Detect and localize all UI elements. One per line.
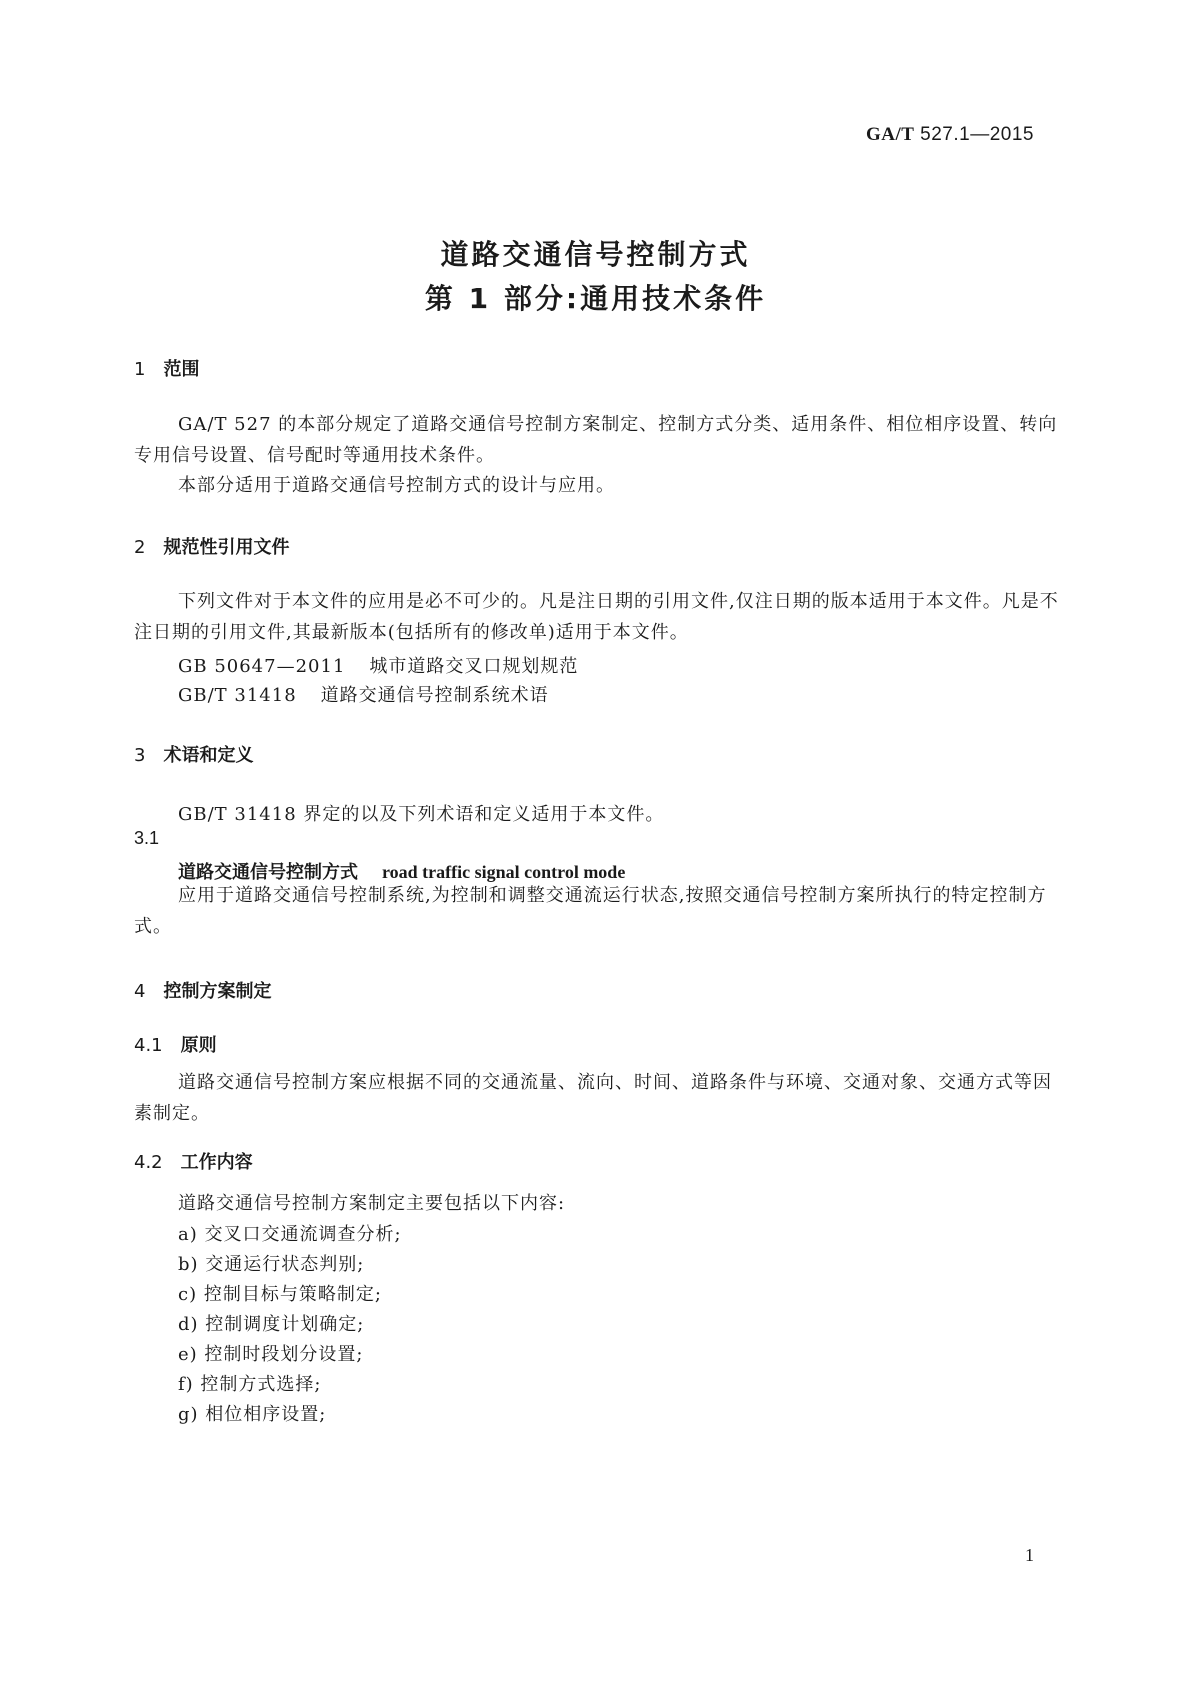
section-4-2-heading <box>134 1148 253 1174</box>
section-4-2-intro: 道路交通信号控制方案制定主要包括以下内容: <box>178 1193 566 1214</box>
term-number: 3.1 <box>134 828 160 848</box>
page-number: 1 <box>1025 1545 1034 1565</box>
term-definition: 应用于道路交通信号控制系统,为控制和调整交通流运行状态,按照交通信号控制方案所执行的特定控制方式。 <box>134 885 1047 937</box>
standard-code <box>866 124 1034 146</box>
list-item: b) 交通运行状态判别; <box>178 1254 365 1275</box>
section-1-paragraph-1: GA/T 527 的本部分规定了道路交通信号控制方案制定、控制方式分类、适用条件、相位相序设置、转向专用信号设置、信号配时等通用技术条件。 <box>134 414 1058 466</box>
section-number: 2 <box>134 537 146 558</box>
term-english: road traffic signal control mode <box>382 862 626 882</box>
section-number: 4.1 <box>134 1035 163 1056</box>
reference-title: 道路交通信号控制系统术语 <box>320 685 549 706</box>
section-2-heading <box>134 533 289 559</box>
list-item: c) 控制目标与策略制定; <box>178 1284 382 1305</box>
document-title: 道路交通信号控制方式 <box>440 238 751 271</box>
section-1-paragraph-2: 本部分适用于道路交通信号控制方式的设计与应用。 <box>178 475 615 496</box>
term-chinese: 道路交通信号控制方式 <box>178 862 358 883</box>
section-title: 原则 <box>180 1035 217 1056</box>
document-subtitle: 第 1 部分:通用技术条件 <box>424 282 767 315</box>
standard-code-prefix: GA/T <box>865 124 915 145</box>
section-title: 控制方案制定 <box>163 981 272 1002</box>
list-item: g) 相位相序设置; <box>178 1404 327 1425</box>
section-number: 4 <box>134 981 146 1002</box>
section-title: 规范性引用文件 <box>163 537 290 558</box>
list-item: a) 交叉口交通流调查分析; <box>178 1224 402 1245</box>
section-4-1-paragraph: 道路交通信号控制方案应根据不同的交通流量、流向、时间、道路条件与环境、交通对象、交通方式等因素制定。 <box>134 1072 1052 1124</box>
section-4-1-heading <box>134 1031 217 1057</box>
reference-code: GB 50647—2011 <box>178 656 346 677</box>
section-1-heading <box>134 355 199 381</box>
list-item: e) 控制时段划分设置; <box>178 1344 364 1365</box>
standard-code-number: 527.1—2015 <box>920 124 1034 145</box>
normative-reference <box>178 681 549 707</box>
section-title: 工作内容 <box>180 1152 253 1173</box>
section-number: 4.2 <box>134 1152 163 1173</box>
normative-reference <box>178 652 578 678</box>
section-3-heading <box>134 741 253 767</box>
reference-code: GB/T 31418 <box>178 685 297 706</box>
section-number: 1 <box>134 359 146 380</box>
section-title: 术语和定义 <box>163 745 254 766</box>
section-title: 范围 <box>163 359 200 380</box>
section-3-paragraph-1: GB/T 31418 界定的以及下列术语和定义适用于本文件。 <box>178 804 665 825</box>
section-4-heading <box>134 977 271 1003</box>
reference-title: 城市道路交叉口规划规范 <box>369 656 579 677</box>
section-number: 3 <box>134 745 146 766</box>
section-2-paragraph-1: 下列文件对于本文件的应用是必不可少的。凡是注日期的引用文件,仅注日期的版本适用于本文件。凡是不注日期的引用文件,其最新版本(包括所有的修改单)适用于本文件。 <box>134 591 1059 643</box>
list-item: d) 控制调度计划确定; <box>178 1314 365 1335</box>
list-item: f) 控制方式选择; <box>178 1374 322 1395</box>
